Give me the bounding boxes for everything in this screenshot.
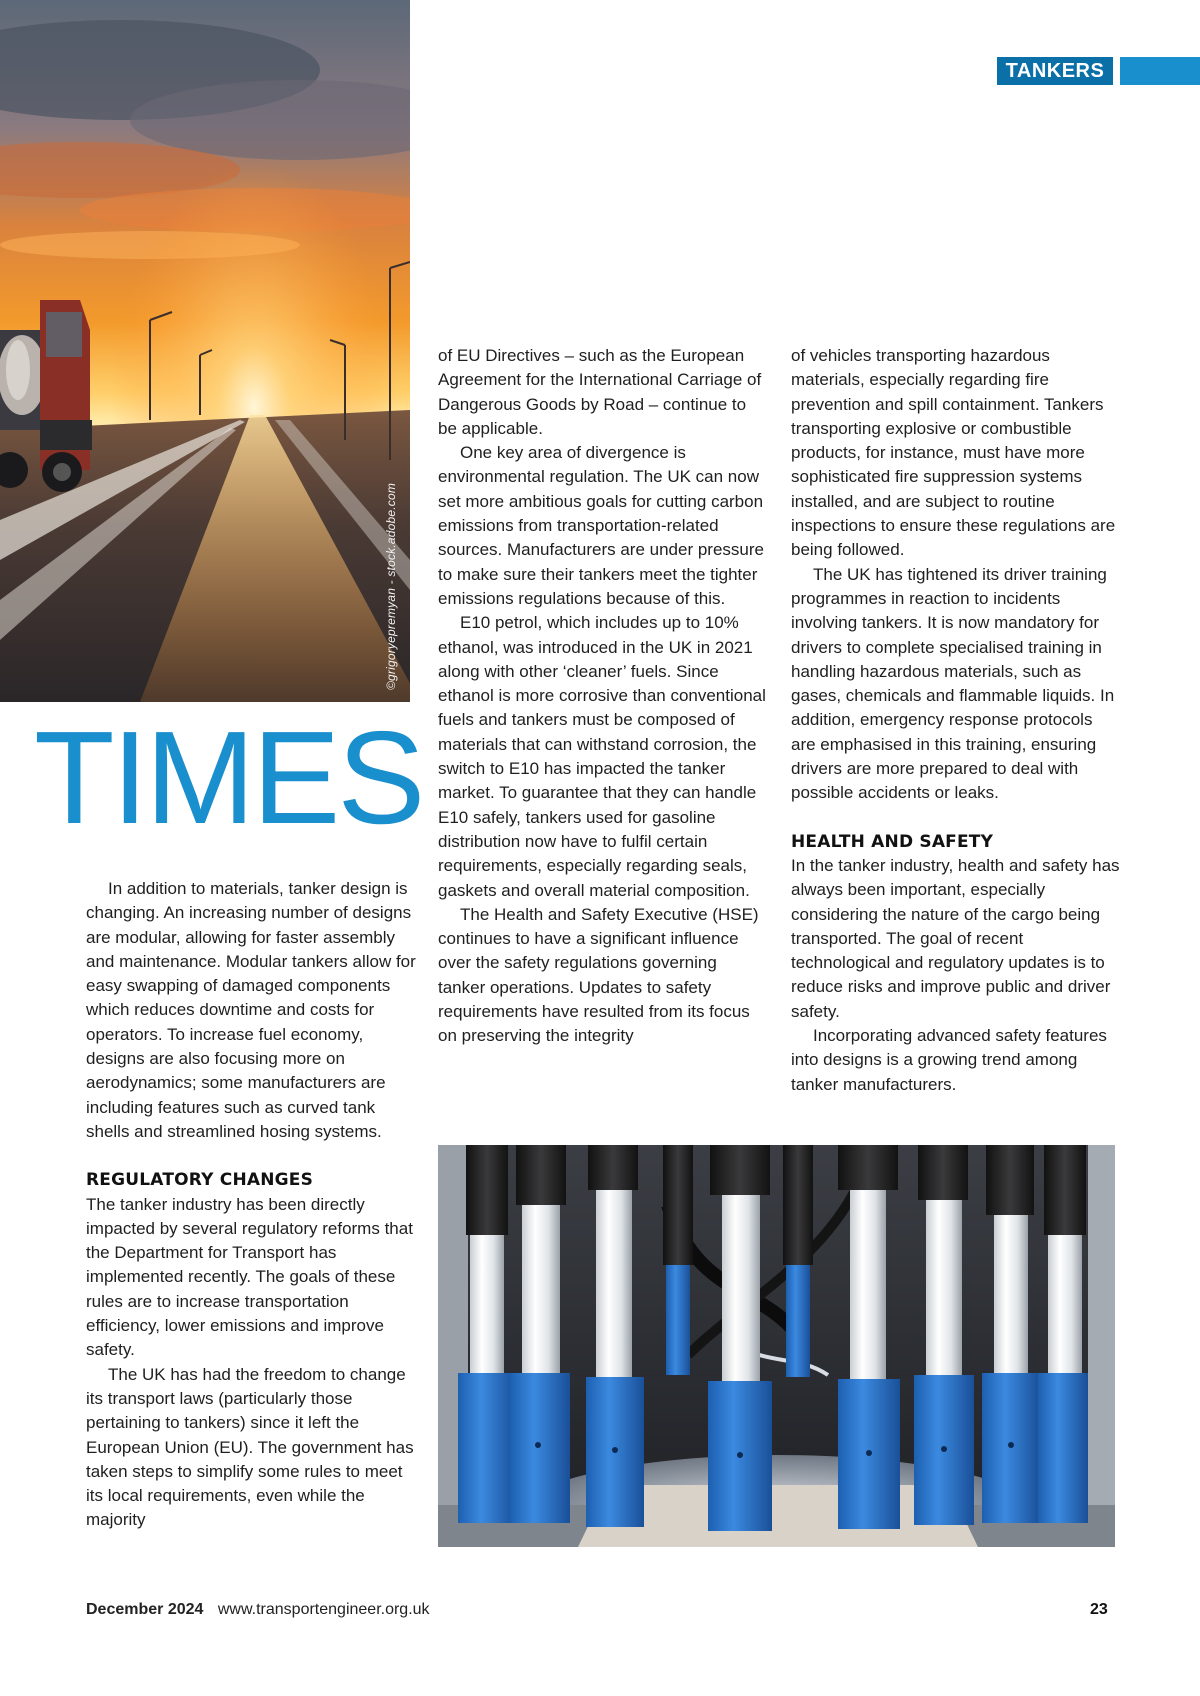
article-column-2 bbox=[438, 344, 768, 1049]
paragraph: E10 petrol, which includes up to 10% ethanol, was introduced in the UK in 2021 along with other ‘cleaner’ fuels. Since ethanol is more corrosive than conventional fuels and tankers must be composed of materials that can withstand corrosion, the switch to E10 has impacted the tanker market. To guarantee that they can handle E10 safely, tankers used for gasoline distribution now have to fulfil certain requirements, especially regarding seals, gaskets and overall material composition. bbox=[438, 613, 766, 900]
headline: TIMES bbox=[34, 704, 423, 851]
paragraph: The UK has tightened its driver training programmes in reaction to incidents involving tankers. It is now mandatory for drivers to complete specialised training in handling hazardous materials, such as gases, chemicals and flammable liquids. In addition, emergency response protocols are emphasised in this training, ensuring drivers are more prepared to deal with possible accidents or leaks. bbox=[791, 564, 1115, 803]
paragraph: The tanker industry has been directly impacted by several regulatory reforms that the Department for Transport has implemented recently. The goals of these rules are to increase transportation efficiency, lower emissions and improve safety. bbox=[86, 1194, 413, 1360]
article-column-3 bbox=[791, 344, 1121, 1097]
paragraph: of vehicles transporting hazardous materials, especially regarding fire prevention and spill containment. Tankers transporting explosive or combustible products, for instance, must have more sophisticated fire suppression systems installed, and are subject to routine inspections to ensure these regulations are being followed. bbox=[791, 346, 1116, 560]
paragraph: Incorporating advanced safety features into designs is a growing trend among tanker manufacturers. bbox=[791, 1026, 1107, 1094]
article-column-1 bbox=[86, 877, 416, 1533]
issue-date: December 2024 bbox=[86, 1601, 204, 1618]
hero-photo-tanker-sunset bbox=[0, 0, 410, 702]
paragraph: In the tanker industry, health and safety has always been important, especially considering the nature of the cargo being transported. The goal of recent technological and regulatory updates is to reduce risks and improve public and driver safety. bbox=[791, 855, 1120, 1021]
section-heading: REGULATORY CHANGES bbox=[86, 1170, 314, 1191]
paragraph: One key area of divergence is environmental regulation. The UK can now set more ambitious goals for cutting carbon emissions from transportation-related sources. Manufacturers are under pressure to make sure their tankers meet the tighter emissions regulations because of this. bbox=[438, 443, 764, 608]
section-heading: HEALTH AND SAFETY bbox=[791, 831, 994, 852]
website-url: www.transportengineer.org.uk bbox=[217, 1601, 430, 1618]
page-number: 23 bbox=[1090, 1601, 1108, 1618]
section-tab-label: TANKERS bbox=[997, 57, 1113, 85]
paragraph: The UK has had the freedom to change its transport laws (particularly those pertaining to tankers) since it left the European Union (EU). The government has taken steps to simplify some rules to meet its local requirements, even while the majority bbox=[86, 1364, 414, 1530]
paragraph: of EU Directives – such as the European Agreement for the International Carriage of Dangerous Goods by Road – continue to be applicable. bbox=[438, 346, 762, 438]
page-footer bbox=[86, 1601, 430, 1619]
photo-credit: ©grigoryepremyan - stock.adobe.com bbox=[384, 482, 398, 690]
paragraph: In addition to materials, tanker design is changing. An increasing number of designs are modular, allowing for faster assembly and maintenance. Modular tankers allow for easy swapping of damaged components which reduces downtime and costs for operators. To increase fuel economy, designs are also focusing more on aerodynamics; some manufacturers are including features such as curved tank shells and streamlined hosing systems. bbox=[86, 879, 416, 1141]
paragraph: The Health and Safety Executive (HSE) continues to have a significant influence over the safety regulations governing tanker operations. Updates to safety requirements have resulted from its focus on preserving the integrity bbox=[438, 904, 759, 1046]
equipment-photo-cylinders bbox=[438, 1145, 1115, 1547]
section-tab-accent-bar bbox=[1120, 57, 1200, 85]
